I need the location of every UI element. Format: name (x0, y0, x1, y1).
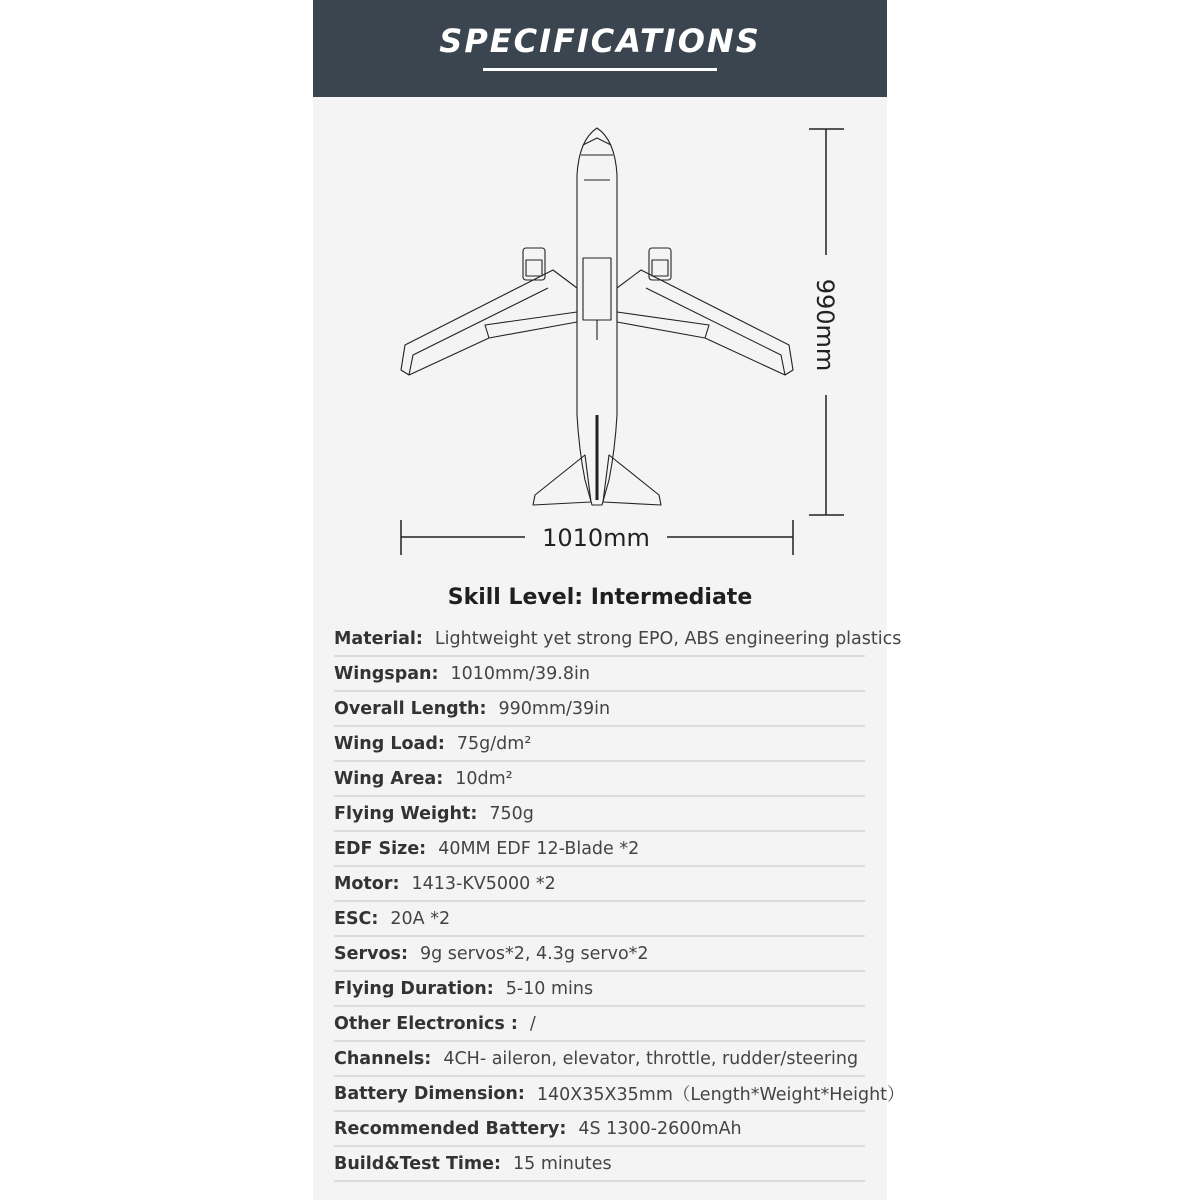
header-banner (313, 0, 887, 97)
spec-row (334, 727, 865, 762)
spec-value: 4CH- aileron, elevator, throttle, rudder/steering (443, 1048, 859, 1069)
spec-row (334, 832, 865, 867)
spec-list (334, 622, 905, 1182)
spec-label: Build&Test Time: (334, 1153, 501, 1174)
spec-row (334, 1042, 865, 1077)
spec-label: Flying Weight: (334, 803, 478, 824)
spec-value: / (529, 1013, 536, 1034)
spec-value: Lightweight yet strong EPO, ABS engineering plastics (434, 628, 902, 649)
spec-row (334, 1077, 905, 1112)
wing-box (583, 258, 611, 320)
skill-level: Skill Level: Intermediate (447, 585, 753, 610)
spec-row (334, 972, 865, 1007)
spec-value: 10dm² (455, 768, 513, 789)
spec-label: Wing Load: (334, 733, 445, 754)
spec-row (334, 692, 865, 727)
spec-label: Motor: (334, 873, 400, 894)
spec-value: 750g (489, 803, 534, 824)
spec-value: 40MM EDF 12-Blade *2 (438, 838, 640, 859)
spec-row (334, 1112, 865, 1147)
left-wing (401, 270, 577, 375)
spec-label: Other Electronics : (334, 1013, 518, 1034)
spec-value: 9g servos*2, 4.3g servo*2 (419, 943, 649, 964)
spec-label: Material: (334, 628, 423, 649)
spec-label: Recommended Battery: (334, 1118, 567, 1139)
spec-value: 1010mm/39.8in (450, 663, 590, 684)
spec-value: 5-10 mins (505, 978, 594, 999)
spec-label: Wingspan: (334, 663, 439, 684)
title-underline (483, 68, 717, 71)
spec-row (334, 1147, 865, 1182)
wingspan-label: 1010mm (542, 524, 650, 552)
spec-label: Channels: (334, 1048, 432, 1069)
spec-value: 20A *2 (390, 908, 451, 929)
spec-row (334, 762, 865, 797)
airplane-drawing (313, 100, 887, 570)
spec-row (334, 797, 865, 832)
spec-value: 140X35X35mm（Length*Weight*Height） (536, 1085, 905, 1105)
spec-value: 4S 1300-2600mAh (578, 1118, 742, 1139)
spec-panel (313, 0, 905, 1200)
spec-label: Overall Length: (334, 698, 487, 719)
spec-row (334, 657, 865, 692)
spec-label: Wing Area: (334, 768, 444, 789)
spec-label: Battery Dimension: (334, 1083, 525, 1104)
spec-label: ESC: (334, 908, 379, 929)
spec-row (334, 867, 865, 902)
right-wing (617, 270, 793, 375)
spec-value: 990mm/39in (498, 698, 611, 719)
spec-label: EDF Size: (334, 838, 427, 859)
spec-value: 1413-KV5000 *2 (411, 873, 556, 894)
page-title: SPECIFICATIONS (439, 22, 761, 60)
spec-row (334, 937, 865, 972)
spec-row (334, 622, 902, 657)
spec-value: 75g/dm² (456, 733, 532, 754)
spec-label: Servos: (334, 943, 408, 964)
spec-label: Flying Duration: (334, 978, 494, 999)
spec-value: 15 minutes (512, 1153, 612, 1174)
spec-row (334, 1007, 865, 1042)
spec-row (334, 902, 865, 937)
length-label: 990mm (811, 278, 839, 372)
